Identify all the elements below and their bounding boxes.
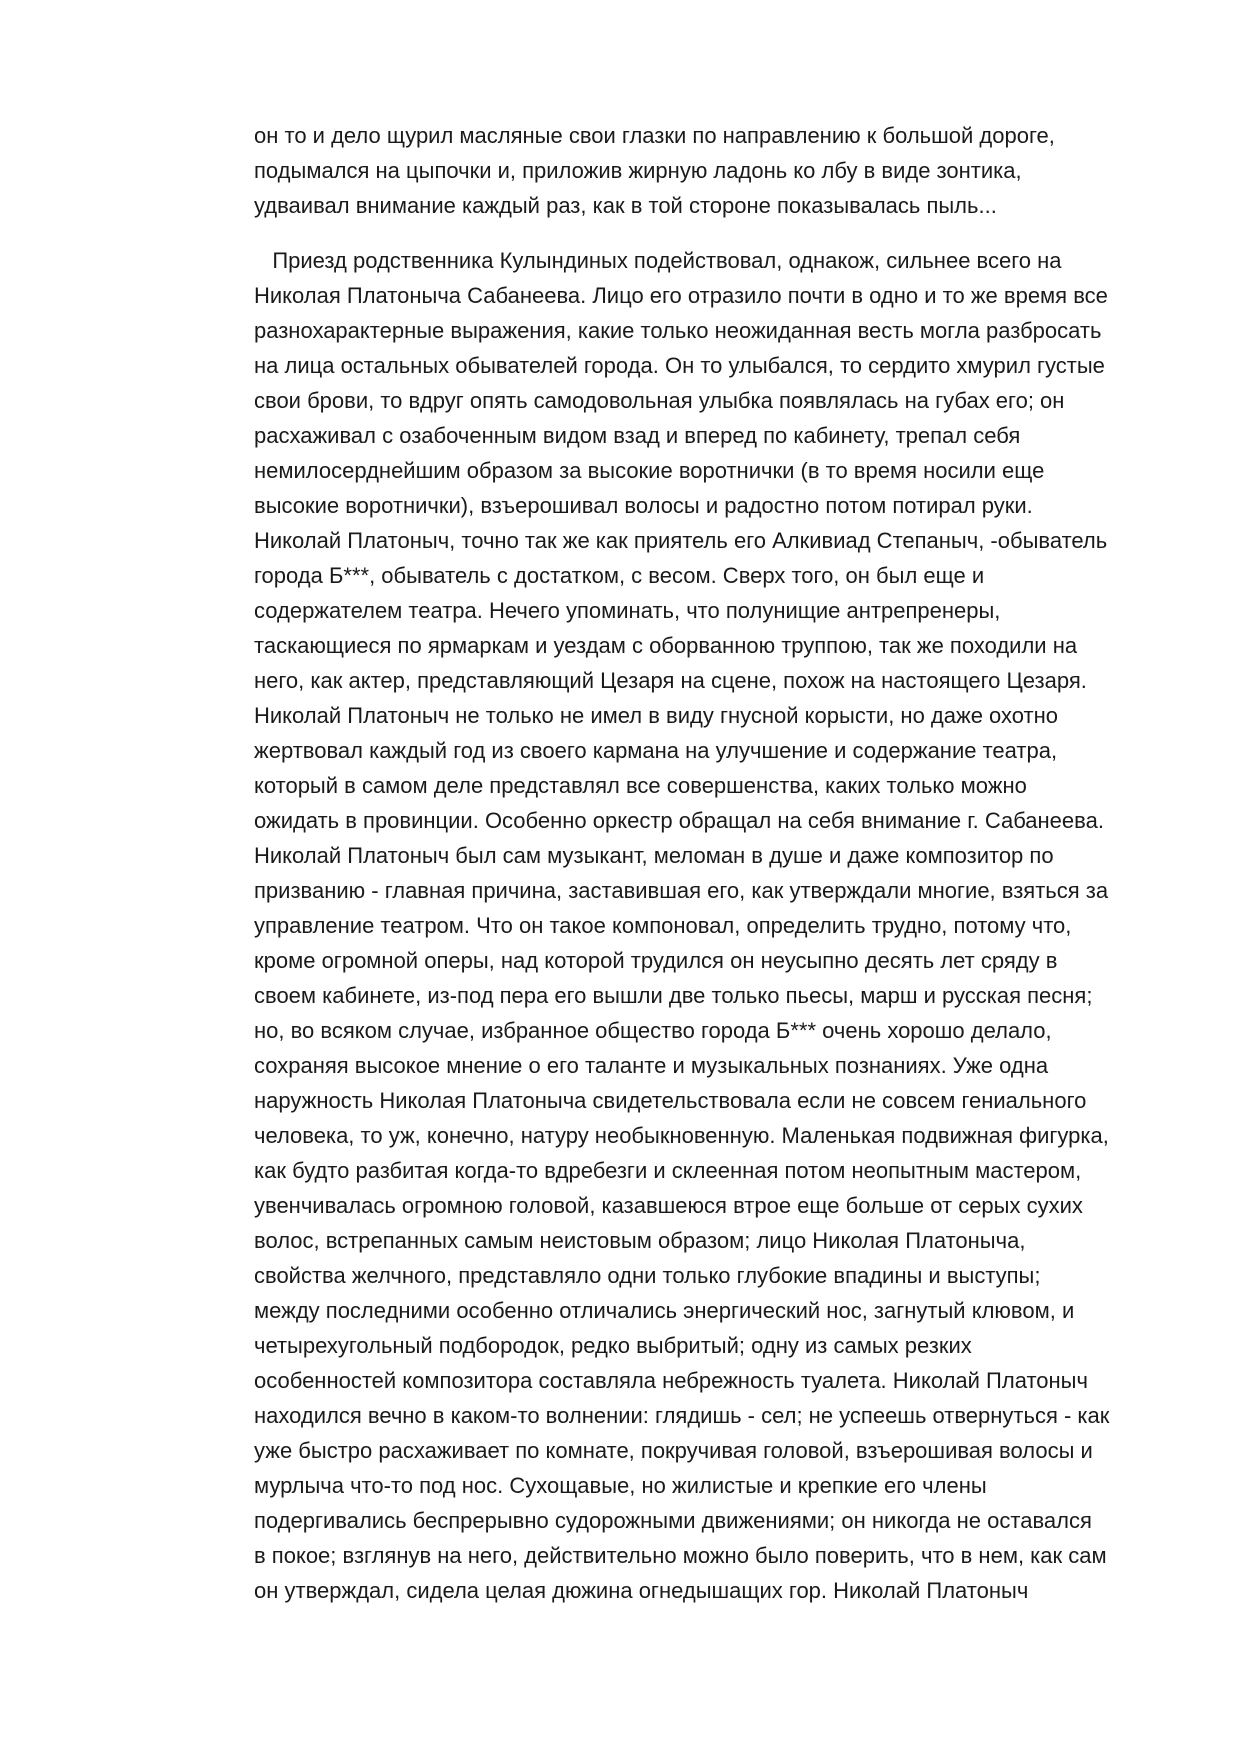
text-line: волос, встрепанных самым неистовым образом; лицо Николая Платоныча, [254,1228,1026,1253]
text-line: Приезд родственника Кулындиных подействовал, однакож, сильнее всего на [254,248,1062,273]
text-line: человека, то уж, конечно, натуру необыкновенную. Маленькая подвижная фигурка, [254,1123,1109,1148]
text-line: уже быстро расхаживает по комнате, покручивая головой, взъерошивая волосы и [254,1438,1093,1463]
text-line: как будто разбитая когда-то вдребезги и склеенная потом неопытным мастером, [254,1158,1082,1183]
text-line: Николай Платоныч не только не имел в виду гнусной корысти, но даже охотно [254,703,1059,728]
text-line: свои брови, то вдруг опять самодовольная улыбка появлялась на губах его; он [254,388,1065,413]
text-line: находился вечно в каком-то волнении: глядишь - сел; не успеешь отвернуться - как [254,1403,1110,1428]
text-line: таскающиеся по ярмаркам и уездам с оборванною труппою, так же походили на [254,633,1078,658]
text-line: жертвовал каждый год из своего кармана на улучшение и содержание театра, [254,738,1058,763]
text-line: мурлыча что-то под нос. Сухощавые, но жилистые и крепкие его члены [254,1473,987,1498]
text-line: него, как актер, представляющий Цезаря на сцене, похож на настоящего Цезаря. [254,668,1087,693]
text-line: удваивал внимание каждый раз, как в той стороне показывалась пыль... [254,193,997,218]
text-line: он утверждал, сидела целая дюжина огнедышащих гор. Николай Платоныч [254,1578,1029,1603]
text-line: содержателем театра. Нечего упоминать, что полунищие антрепренеры, [254,598,1001,623]
text-line: города Б***, обыватель с достатком, с весом. Сверх того, он был еще и [254,563,985,588]
text-line: в покое; взглянув на него, действительно можно было поверить, что в нем, как сам [254,1543,1107,1568]
text-line: на лица остальных обывателей города. Он то улыбался, то сердито хмурил густые [254,353,1105,378]
text-line: расхаживал с озабоченным видом взад и вперед по кабинету, трепал себя [254,423,1021,448]
text-line: Николай Платоныч был сам музыкант, меломан в душе и даже композитор по [254,843,1054,868]
text-line: высокие воротнички), взъерошивал волосы и радостно потом потирал руки. [254,493,1033,518]
text-line: Николай Платоныч, точно так же как приятель его Алкивиад Степаныч, -обыватель [254,528,1108,553]
text-line: он то и дело щурил масляные свои глазки по направлению к большой дороге, [254,123,1055,148]
text-line: увенчивалась огромною головой, казавшеюся втрое еще больше от серых сухих [254,1193,1083,1218]
text-line: четырехугольный подбородок, редко выбритый; одну из самых резких [254,1333,972,1358]
text-line: Николая Платоныча Сабанеева. Лицо его отразило почти в одно и то же время все [254,283,1108,308]
text-line: управление театром. Что он такое компоновал, определить трудно, потому что, [254,913,1072,938]
text-line: своем кабинете, из-под пера его вышли две только пьесы, марш и русская песня; [254,983,1093,1008]
paragraph-1 [254,118,1174,223]
text-line: ожидать в провинции. Особенно оркестр обращал на себя внимание г. Сабанеева. [254,808,1104,833]
text-line: наружность Николая Платоныча свидетельствовала если не совсем гениального [254,1088,1087,1113]
text-line: особенностей композитора составляла небрежность туалета. Николай Платоныч [254,1368,1088,1393]
text-line: но, во всяком случае, избранное общество города Б*** очень хорошо делало, [254,1018,1052,1043]
text-line: свойства желчного, представляло одни только глубокие впадины и выступы; [254,1263,1041,1288]
text-line: разнохарактерные выражения, какие только неожиданная весть могла разбросать [254,318,1102,343]
text-line: подымался на цыпочки и, приложив жирную ладонь ко лбу в виде зонтика, [254,158,1022,183]
text-line: подергивались беспрерывно судорожными движениями; он никогда не оставался [254,1508,1092,1533]
text-line: между последними особенно отличались энергический нос, загнутый клювом, и [254,1298,1075,1323]
text-line: кроме огромной оперы, над которой трудился он неусыпно десять лет сряду в [254,948,1058,973]
text-line: сохраняя высокое мнение о его таланте и музыкальных познаниях. Уже одна [254,1053,1049,1078]
paragraph-2 [254,243,1174,1608]
text-line: который в самом деле представлял все совершенства, каких только можно [254,773,1027,798]
text-line: немилосерднейшим образом за высокие воротнички (в то время носили еще [254,458,1045,483]
text-line: призванию - главная причина, заставившая его, как утверждали многие, взяться за [254,878,1109,903]
